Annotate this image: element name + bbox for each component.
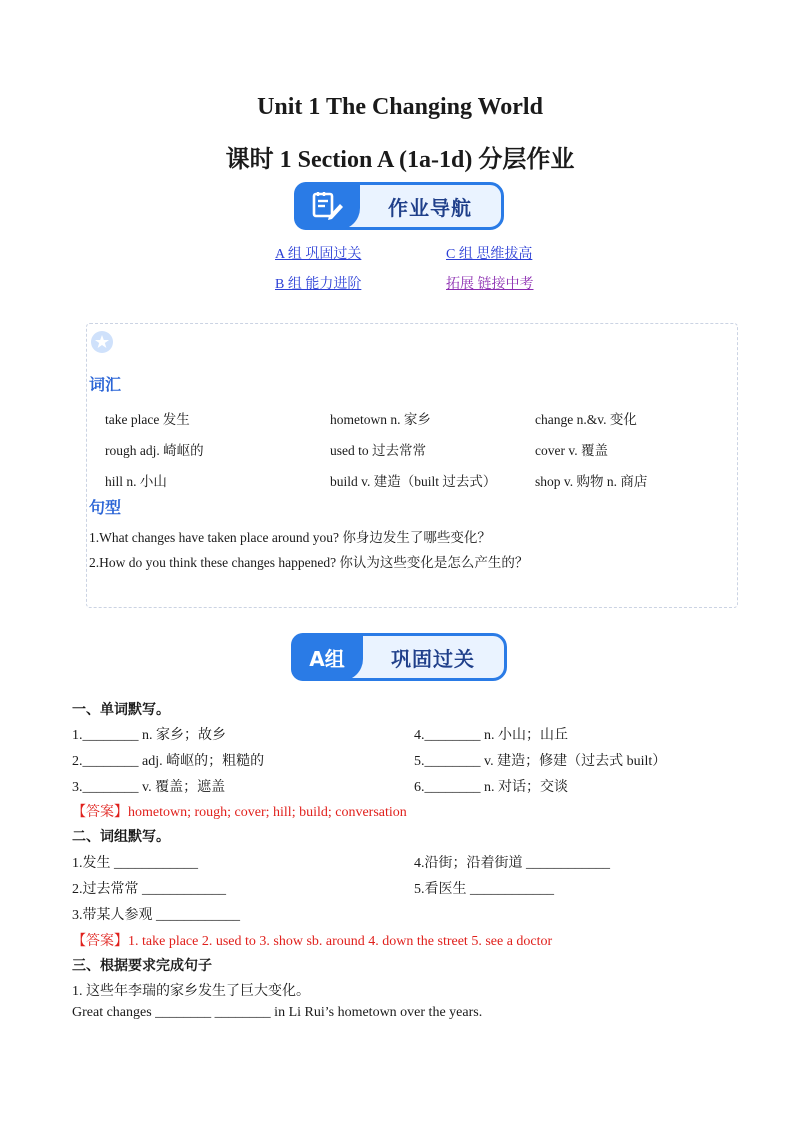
word-question: 3.________ v. 覆盖；遮盖 (72, 780, 226, 795)
part3-heading: 三、根据要求完成句子 (72, 958, 212, 974)
star-badge-icon (90, 330, 114, 359)
vocab-item: rough adj. 崎岖的 (105, 443, 204, 458)
group-a-badge (291, 633, 507, 681)
document-subtitle: 课时 1 Section A (1a-1d) 分层作业 (225, 147, 575, 173)
vocab-item: hill n. 小山 (105, 474, 167, 489)
word-question: 2.________ adj. 崎岖的；粗糙的 (72, 754, 265, 769)
vocab-item: used to 过去常常 (330, 443, 426, 458)
word-question: 4.________ n. 小山；山丘 (414, 728, 568, 743)
vocab-heading: 词汇 (89, 375, 122, 394)
phrase-question: 3.带某人参观 ____________ (72, 908, 240, 923)
word-question: 5.________ v. 建造；修建（过去式 built） (414, 754, 667, 769)
notepad-pen-icon (294, 182, 360, 230)
part2-answer: 【答案】1. take place 2. used to 3. show sb. around 4. down the street 5. see a doctor (72, 934, 553, 949)
nav-link-group-c[interactable]: C 组 思维拔高 (446, 247, 533, 262)
nav-link-group-b[interactable]: B 组 能力进阶 (275, 277, 362, 292)
vocab-item: change n.&v. 变化 (535, 412, 637, 427)
sentence-pattern: 2.How do you think these changes happened? 你认为这些变化是怎么产生的？ (89, 555, 529, 570)
homework-nav-badge (294, 182, 504, 230)
vocab-item: hometown n. 家乡 (330, 412, 431, 427)
vocab-item: shop v. 购物 n. 商店 (535, 474, 648, 489)
sentence-pattern: 1.What changes have taken place around you? 你身边发生了哪些变化？ (89, 530, 491, 545)
group-a-badge-tag: A组 (291, 633, 363, 681)
sentence-heading: 句型 (89, 498, 122, 517)
nav-link-group-a[interactable]: A 组 巩固过关 (275, 247, 362, 262)
phrase-question: 1.发生 ____________ (72, 856, 198, 871)
phrase-question: 2.过去常常 ____________ (72, 882, 226, 897)
homework-nav-label: 作业导航 (388, 195, 472, 220)
phrase-question: 4.沿街；沿着街道 ____________ (414, 856, 610, 871)
group-a-badge-label: 巩固过关 (391, 646, 475, 671)
vocab-item: cover v. 覆盖 (535, 443, 608, 458)
phrase-question: 5.看医生 ____________ (414, 882, 554, 897)
sentence-question-en: Great changes ________ ________ in Li Rui’s hometown over the years. (72, 1005, 483, 1020)
document-title: Unit 1 The Changing World (257, 94, 543, 120)
word-question: 6.________ n. 对话；交谈 (414, 780, 568, 795)
part2-heading: 二、词组默写。 (72, 829, 170, 845)
vocab-item: build v. 建造（built 过去式） (330, 474, 497, 489)
part1-answer: 【答案】hometown; rough; cover; hill; build; conversation (72, 805, 407, 820)
part1-heading: 一、单词默写。 (72, 702, 170, 718)
word-question: 1.________ n. 家乡；故乡 (72, 728, 226, 743)
sentence-question-cn: 1. 这些年李瑞的家乡发生了巨大变化。 (72, 984, 310, 999)
vocab-item: take place 发生 (105, 412, 190, 427)
nav-link-extension[interactable]: 拓展 链接中考 (446, 277, 534, 292)
